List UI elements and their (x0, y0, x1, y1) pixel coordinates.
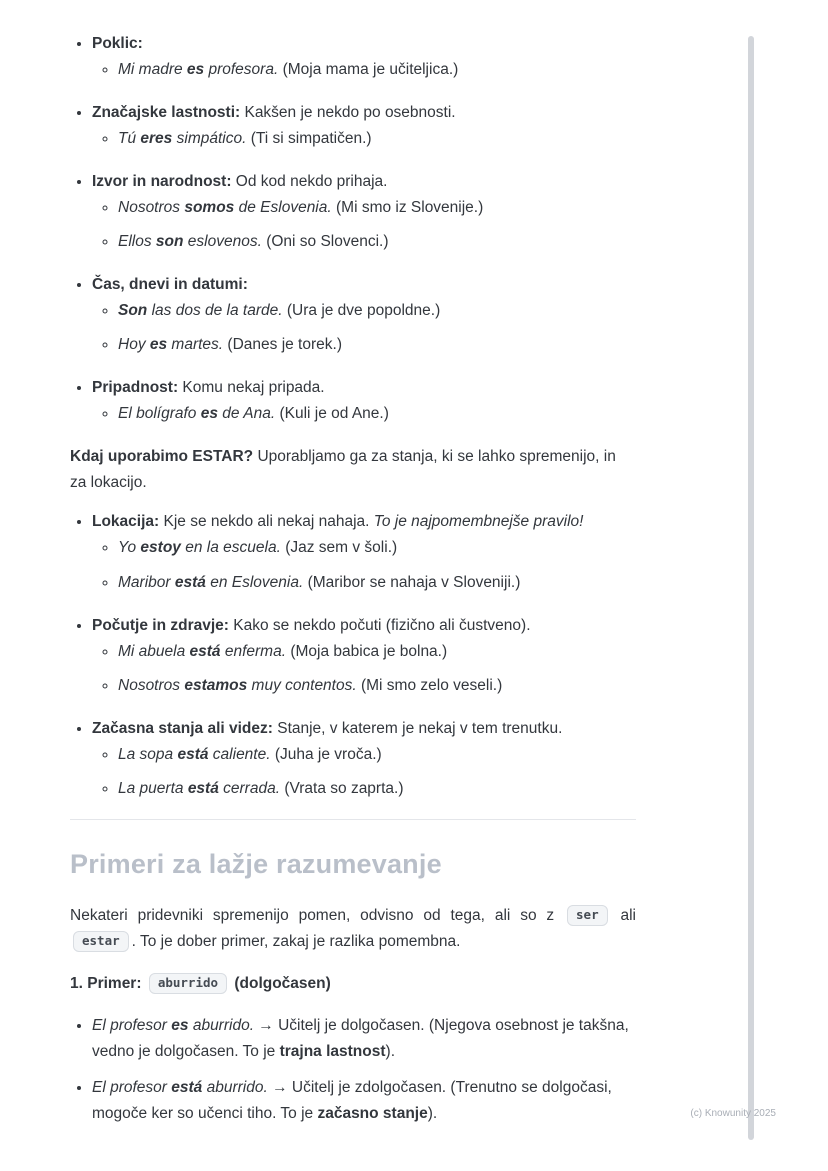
example-item (118, 401, 636, 427)
example-list (92, 535, 636, 595)
text-run: Komu nekaj pripada. (178, 379, 325, 397)
text-run: Poklic: (92, 35, 143, 52)
text-run: (Mi smo zelo veseli.) (356, 676, 503, 694)
list-item-text (92, 1075, 636, 1127)
text-run: Začasna stanja ali videz: (92, 719, 273, 737)
text-run: ). (427, 1105, 438, 1123)
text-run: začasno stanje (317, 1105, 428, 1123)
list-item (92, 31, 636, 83)
text-run: (Juha je vroča.) (270, 745, 382, 763)
paragraph (70, 444, 636, 496)
list-item (92, 272, 636, 358)
list-item-text (92, 272, 636, 298)
bullet-list (70, 1013, 636, 1127)
example-item (118, 776, 636, 802)
text-run: ). (385, 1043, 395, 1061)
text-run: de Ana. (217, 405, 276, 423)
bullet-list (70, 31, 636, 427)
text-run: muy contentos. (247, 676, 357, 694)
list-item (92, 716, 636, 802)
text-run: simpático. (172, 130, 247, 148)
text-run: Hoy (118, 336, 150, 354)
text-run: → Učitelj je zdolgočasen. (Trenutno se dolgočasi, mogoče ker so učenci tiho. To je (92, 1079, 612, 1123)
text-run: martes. (167, 336, 224, 354)
text-run: Tú (118, 130, 141, 148)
text-run: Lokacija: (92, 513, 160, 531)
example-list (92, 126, 636, 152)
text-run: caliente. (208, 745, 271, 763)
example-item (118, 673, 636, 699)
text-run: Yo (118, 539, 141, 557)
text-run: Od kod nekdo prihaja. (231, 173, 388, 191)
text-run: las dos de la tarde. (147, 302, 283, 320)
text-run: es (171, 1017, 189, 1035)
divider (70, 819, 636, 820)
text-run: está (174, 573, 206, 591)
text-run: (Mi smo iz Slovenije.) (331, 199, 484, 217)
text-run: Kje se nekdo ali nekaj nahaja. (159, 513, 374, 531)
example-list (92, 742, 636, 802)
list-item-text (92, 100, 636, 126)
text-run: 1. Primer: (70, 975, 146, 993)
text-run: . To je dober primer, zakaj je razlika pomembna. (131, 933, 461, 951)
text-run: Izvor in narodnost: (92, 173, 232, 191)
text-run: Ellos (118, 233, 156, 251)
text-run: Značajske lastnosti: (92, 104, 241, 122)
text-run: está (189, 642, 221, 660)
example-item (118, 570, 636, 596)
example-list (92, 639, 636, 699)
text-run: aburrido. (202, 1079, 268, 1097)
text-run: eslovenos. (183, 233, 262, 251)
text-run: en la escuela. (180, 539, 281, 557)
text-run: es (186, 61, 205, 79)
example-item (118, 639, 636, 665)
inline-code-chip: estar (73, 931, 129, 952)
example-item (118, 332, 636, 358)
text-run: El profesor (92, 1017, 172, 1035)
text-run: es (149, 336, 168, 354)
list-item-text (92, 169, 636, 195)
text-run: Uporabljamo ga za stanja, ki se lahko spremenijo, in za lokacijo. (70, 448, 616, 492)
example-list (92, 298, 636, 358)
text-run: Nekateri pridevniki spremenijo pomen, odvisno od tega, ali so z (70, 907, 565, 925)
text-run: es (200, 405, 218, 423)
example-list (92, 57, 636, 83)
text-run: estoy (140, 539, 181, 557)
list-item-text (92, 509, 636, 535)
text-run: El profesor (92, 1079, 172, 1097)
text-run: enferma. (220, 642, 287, 660)
text-run: (Jaz sem v šoli.) (280, 539, 398, 557)
list-item (92, 375, 636, 427)
list-item-text (92, 613, 636, 639)
text-run: cerrada. (218, 779, 281, 797)
example-list (92, 195, 636, 255)
text-run: de Eslovenia. (234, 199, 332, 217)
text-run: Stanje, v katerem je nekaj v tem trenutku. (272, 719, 563, 737)
text-run: Kakšen je nekdo po osebnosti. (240, 104, 456, 122)
example-item (118, 126, 636, 152)
paragraph (70, 971, 636, 997)
text-run: Pripadnost: (92, 379, 179, 397)
list-item (92, 1013, 636, 1065)
text-run: La puerta (118, 779, 188, 797)
example-item (118, 298, 636, 324)
list-item-text (92, 375, 636, 401)
watermark: (c) Knowunity 2025 (690, 1108, 776, 1119)
text-run: → Učitelj je dolgočasen. (Njegova osebnost je takšna, vedno je dolgočasen. To je (92, 1017, 629, 1061)
text-run: Kdaj uporabimo ESTAR? (70, 448, 254, 466)
list-item (92, 169, 636, 255)
text-run: (Oni so Slovenci.) (261, 233, 389, 251)
section-heading: Primeri za lažje razumevanje (70, 848, 442, 879)
list-item (92, 1075, 636, 1127)
list-item-text (92, 1013, 636, 1065)
text-run: trajna lastnost (279, 1043, 386, 1061)
text-run: Nosotros (118, 199, 185, 217)
example-list (92, 401, 636, 427)
text-run: (Danes je torek.) (223, 336, 342, 354)
text-run: son (155, 233, 184, 251)
text-run: somos (184, 199, 235, 217)
list-item (92, 100, 636, 152)
text-run: (Moja babica je bolna.) (286, 642, 448, 660)
text-run: estamos (184, 676, 248, 694)
example-item (118, 57, 636, 83)
list-item (92, 613, 636, 699)
text-run: (Ura je dve popoldne.) (282, 302, 441, 320)
text-run: (Kuli je od Ane.) (275, 405, 389, 423)
text-run: (Vrata so zaprta.) (280, 779, 404, 797)
text-run: Mi madre (118, 61, 187, 79)
text-run: Mi abuela (118, 642, 190, 660)
text-run: está (187, 779, 219, 797)
text-run: El bolígrafo (118, 405, 201, 423)
scrollbar-thumb[interactable] (748, 36, 754, 1140)
text-run: Nosotros (118, 676, 185, 694)
text-run: Počutje in zdravje: (92, 616, 229, 634)
text-run: profesora. (204, 61, 279, 79)
text-run: Čas, dnevi in datumi: (92, 276, 248, 294)
text-run: está (177, 745, 209, 763)
text-run: To je najpomembnejše pravilo! (373, 513, 584, 531)
bullet-list (70, 509, 636, 801)
list-item-text (92, 31, 636, 57)
text-run: (Ti si simpatičen.) (246, 130, 372, 148)
text-run: está (171, 1079, 203, 1097)
text-run: La sopa (118, 745, 178, 763)
text-run: Son (118, 302, 148, 320)
text-run: en Eslovenia. (205, 573, 304, 591)
example-item (118, 742, 636, 768)
list-item (92, 509, 636, 595)
inline-code-chip: aburrido (149, 973, 227, 994)
text-run: ali (610, 907, 636, 925)
document-content (70, 31, 636, 1137)
text-run: aburrido. (188, 1017, 254, 1035)
inline-code-chip: ser (567, 905, 608, 926)
text-run: eres (140, 130, 173, 148)
text-run: (Maribor se nahaja v Sloveniji.) (303, 573, 521, 591)
list-item-text (92, 716, 636, 742)
paragraph (70, 903, 636, 955)
text-run: (dolgočasen) (234, 975, 331, 993)
text-run: Maribor (118, 573, 175, 591)
example-item (118, 195, 636, 221)
example-item (118, 229, 636, 255)
text-run: (Moja mama je učiteljica.) (278, 61, 459, 79)
example-item (118, 535, 636, 561)
text-run: Kako se nekdo počuti (fizično ali čustveno). (228, 616, 531, 634)
